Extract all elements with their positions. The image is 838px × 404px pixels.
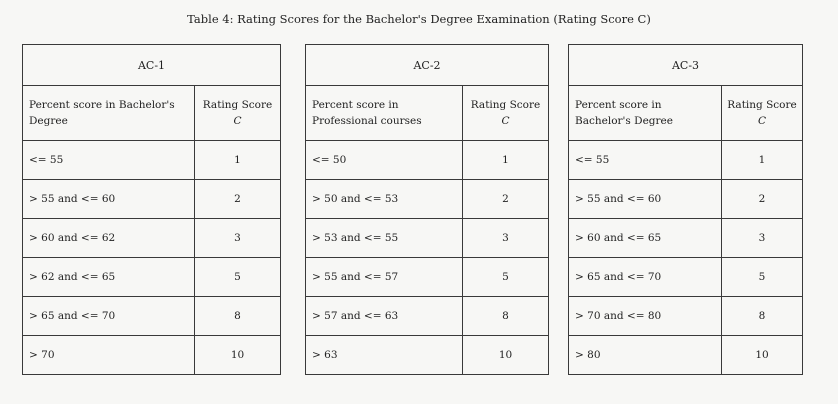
range-cell: > 60 and <= 65 bbox=[569, 219, 722, 258]
range-cell: > 62 and <= 65 bbox=[23, 258, 195, 297]
table-row bbox=[23, 180, 281, 219]
score-cell: 3 bbox=[195, 219, 281, 258]
table-title: AC-1 bbox=[23, 45, 281, 86]
range-cell: > 63 bbox=[306, 336, 463, 375]
table-row bbox=[306, 219, 549, 258]
score-cell: 5 bbox=[463, 258, 549, 297]
table-row bbox=[306, 141, 549, 180]
range-cell: > 65 and <= 70 bbox=[23, 297, 195, 336]
table-row bbox=[306, 180, 549, 219]
table-caption: Table 4: Rating Scores for the Bachelor's Degree Examination (Rating Score C) bbox=[187, 12, 651, 26]
percent-column-header: Percent score in Professional courses bbox=[306, 86, 463, 141]
score-cell: 10 bbox=[722, 336, 803, 375]
range-cell: <= 55 bbox=[23, 141, 195, 180]
score-cell: 10 bbox=[463, 336, 549, 375]
score-cell: 5 bbox=[195, 258, 281, 297]
range-cell: > 50 and <= 53 bbox=[306, 180, 463, 219]
table-row bbox=[569, 336, 803, 375]
score-cell: 1 bbox=[463, 141, 549, 180]
score-cell: 8 bbox=[195, 297, 281, 336]
score-cell: 2 bbox=[195, 180, 281, 219]
rating-table-ac1 bbox=[22, 44, 281, 375]
rating-table-ac2 bbox=[305, 44, 549, 375]
score-cell: 2 bbox=[463, 180, 549, 219]
table-row bbox=[23, 219, 281, 258]
table-row bbox=[569, 180, 803, 219]
percent-column-header: Percent score in Bachelor's Degree bbox=[569, 86, 722, 141]
table-row bbox=[569, 258, 803, 297]
range-cell: > 57 and <= 63 bbox=[306, 297, 463, 336]
score-cell: 8 bbox=[463, 297, 549, 336]
rating-table-ac3 bbox=[568, 44, 803, 375]
score-cell: 1 bbox=[195, 141, 281, 180]
table-row bbox=[23, 258, 281, 297]
table-row bbox=[569, 297, 803, 336]
table-title: AC-2 bbox=[306, 45, 549, 86]
range-cell: > 65 and <= 70 bbox=[569, 258, 722, 297]
range-cell: > 55 and <= 60 bbox=[569, 180, 722, 219]
score-cell: 2 bbox=[722, 180, 803, 219]
score-cell: 3 bbox=[463, 219, 549, 258]
score-cell: 3 bbox=[722, 219, 803, 258]
range-cell: > 70 bbox=[23, 336, 195, 375]
range-cell: > 60 and <= 62 bbox=[23, 219, 195, 258]
percent-column-header: Percent score in Bachelor's Degree bbox=[23, 86, 195, 141]
score-cell: 10 bbox=[195, 336, 281, 375]
table-row bbox=[306, 258, 549, 297]
table-row bbox=[23, 297, 281, 336]
score-cell: 5 bbox=[722, 258, 803, 297]
table-row bbox=[23, 141, 281, 180]
range-cell: <= 55 bbox=[569, 141, 722, 180]
score-cell: 1 bbox=[722, 141, 803, 180]
range-cell: > 53 and <= 55 bbox=[306, 219, 463, 258]
table-row bbox=[569, 219, 803, 258]
rating-column-header: Rating Score C bbox=[722, 86, 803, 141]
range-cell: > 55 and <= 57 bbox=[306, 258, 463, 297]
table-row bbox=[306, 336, 549, 375]
table-row bbox=[306, 297, 549, 336]
table-title: AC-3 bbox=[569, 45, 803, 86]
table-row bbox=[23, 336, 281, 375]
range-cell: <= 50 bbox=[306, 141, 463, 180]
range-cell: > 70 and <= 80 bbox=[569, 297, 722, 336]
score-cell: 8 bbox=[722, 297, 803, 336]
table-row bbox=[569, 141, 803, 180]
rating-column-header: Rating Score C bbox=[463, 86, 549, 141]
range-cell: > 80 bbox=[569, 336, 722, 375]
range-cell: > 55 and <= 60 bbox=[23, 180, 195, 219]
rating-column-header: Rating Score C bbox=[195, 86, 281, 141]
